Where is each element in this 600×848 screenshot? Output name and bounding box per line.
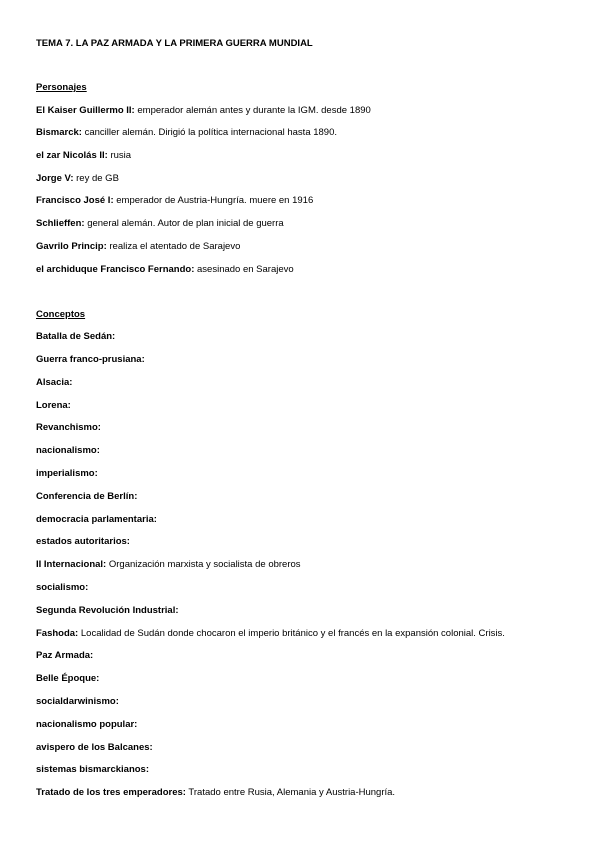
concepto-entry: [36, 762, 576, 778]
section-heading-personajes: Personajes: [36, 82, 87, 93]
personaje-entry: [36, 216, 576, 232]
entry-term: Conferencia de Berlín:: [36, 490, 138, 502]
personaje-entry: [36, 148, 576, 164]
entry-term: democracia parlamentaria:: [36, 513, 157, 525]
entry-definition: canciller alemán. Dirigió la política internacional hasta 1890.: [81, 127, 338, 139]
entry-term: Guerra franco-prusiana:: [36, 354, 145, 366]
conceptos-list: [36, 329, 576, 801]
entry-definition: rusia: [107, 150, 132, 162]
entry-term: nacionalismo:: [36, 445, 100, 457]
entry-term: imperialismo:: [36, 468, 98, 480]
entry-term: socialismo:: [36, 582, 89, 594]
entry-term: avispero de los Balcanes:: [36, 741, 153, 753]
entry-definition: realiza el atentado de Sarajevo: [106, 240, 241, 252]
entry-term: socialdarwinismo:: [36, 696, 119, 708]
entry-term: Batalla de Sedán:: [36, 331, 116, 343]
entry-definition: asesinado en Sarajevo: [194, 263, 294, 275]
entry-term: Paz Armada:: [36, 650, 94, 662]
entry-term: sistemas bismarckianos:: [36, 764, 150, 776]
entry-term: El Kaiser Guillermo II:: [36, 104, 135, 116]
concepto-entry: [36, 375, 576, 391]
concepto-entry: [36, 466, 576, 482]
entry-term: Revanchismo:: [36, 422, 101, 434]
document-title: TEMA 7. LA PAZ ARMADA Y LA PRIMERA GUERRA MUNDIAL: [36, 38, 313, 49]
entry-term: el zar Nicolás II:: [36, 150, 108, 162]
entry-term: Fashoda:: [36, 627, 79, 639]
concepto-entry: [36, 398, 576, 414]
entry-term: Segunda Revolución Industrial:: [36, 604, 179, 616]
concepto-entry: [36, 648, 576, 664]
concepto-entry: [36, 329, 576, 345]
entry-definition: Tratado entre Rusia, Alemania y Austria-Hungría.: [185, 787, 396, 799]
concepto-entry: [36, 352, 576, 368]
concepto-entry: [36, 694, 576, 710]
entry-term: Francisco José I:: [36, 195, 114, 207]
concepto-entry: [36, 740, 576, 756]
entry-definition: Localidad de Sudán donde chocaron el imperio británico y el francés en la expansión colonial. Crisis.: [78, 627, 505, 639]
section-heading-conceptos: Conceptos: [36, 308, 86, 320]
concepto-entry: [36, 626, 576, 642]
concepto-entry: [36, 557, 576, 573]
concepto-entry: [36, 489, 576, 505]
entry-term: Jorge V:: [36, 172, 74, 184]
personajes-list: [36, 103, 576, 278]
personaje-entry: [36, 125, 576, 141]
document-page: [36, 36, 576, 801]
concepto-entry: [36, 671, 576, 687]
entry-term: Bismarck:: [36, 127, 82, 139]
concepto-entry: [36, 580, 576, 596]
personaje-entry: [36, 171, 576, 187]
personaje-entry: [36, 262, 576, 278]
personaje-entry: [36, 239, 576, 255]
entry-term: Tratado de los tres emperadores:: [36, 787, 186, 799]
entry-term: Schlieffen:: [36, 218, 85, 230]
entry-definition: Organización marxista y socialista de obreros: [106, 559, 301, 571]
entry-definition: general alemán. Autor de plan inicial de guerra: [84, 218, 284, 230]
entry-term: Lorena:: [36, 399, 71, 411]
entry-term: nacionalismo popular:: [36, 718, 138, 730]
concepto-entry: [36, 512, 576, 528]
concepto-entry: [36, 420, 576, 436]
concepto-entry: [36, 534, 576, 550]
entry-definition: emperador alemán antes y durante la IGM. desde 1890: [134, 104, 371, 116]
entry-term: Belle Époque:: [36, 673, 100, 685]
entry-definition: emperador de Austria-Hungría. muere en 1916: [113, 195, 314, 207]
entry-term: Alsacia:: [36, 376, 73, 388]
personaje-entry: [36, 103, 576, 119]
concepto-entry: [36, 785, 576, 801]
concepto-entry: [36, 443, 576, 459]
entry-term: estados autoritarios:: [36, 536, 130, 548]
entry-term: II Internacional:: [36, 559, 107, 571]
entry-term: Gavrilo Princip:: [36, 240, 107, 252]
entry-definition: rey de GB: [73, 172, 119, 184]
personaje-entry: [36, 193, 576, 209]
entry-term: el archiduque Francisco Fernando:: [36, 263, 195, 275]
concepto-entry: [36, 603, 576, 619]
concepto-entry: [36, 717, 576, 733]
